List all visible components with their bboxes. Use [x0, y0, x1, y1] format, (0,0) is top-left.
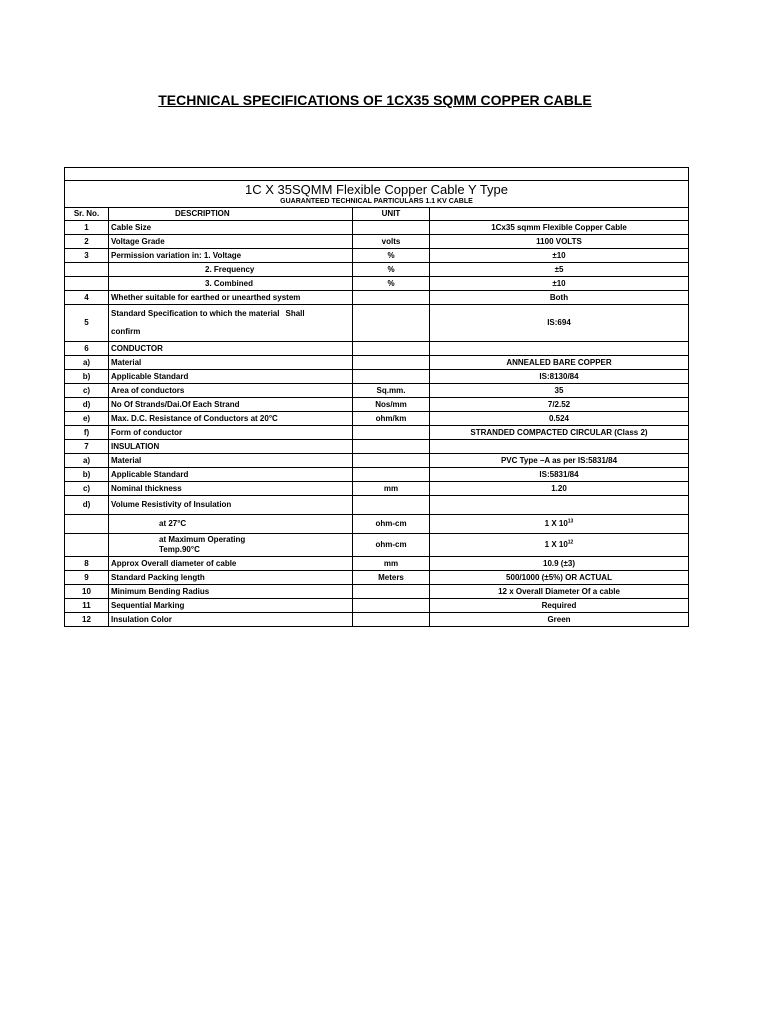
row-unit: % [353, 277, 430, 291]
row-value: ±10 [430, 249, 689, 263]
table-row [65, 599, 689, 613]
row-description: Applicable Standard [109, 468, 353, 482]
row-srno: 11 [65, 599, 109, 613]
row-value: 1.20 [430, 482, 689, 496]
row-value: 500/1000 (±5%) OR ACTUAL [430, 571, 689, 585]
row-unit: volts [353, 235, 430, 249]
row-description: Applicable Standard [109, 370, 353, 384]
row-srno: c) [65, 384, 109, 398]
row-srno: 12 [65, 613, 109, 627]
row-description: Material [109, 454, 353, 468]
table-row [65, 454, 689, 468]
table-row [65, 468, 689, 482]
row-description: Whether suitable for earthed or unearthed system [109, 291, 353, 305]
row-srno: e) [65, 412, 109, 426]
row-srno: a) [65, 454, 109, 468]
row-description-line1 [111, 309, 350, 319]
row-description: Max. D.C. Resistance of Conductors at 20°C [109, 412, 353, 426]
table-row [65, 342, 689, 356]
table-row [65, 277, 689, 291]
table-heading-cell [65, 181, 689, 208]
table-row [65, 370, 689, 384]
row-value: PVC Type –A as per IS:5831/84 [430, 454, 689, 468]
row-srno: 10 [65, 585, 109, 599]
row-unit: ohm/km [353, 412, 430, 426]
row-srno: 5 [65, 305, 109, 342]
row-description: Voltage Grade [109, 235, 353, 249]
row-value: IS:694 [430, 305, 689, 342]
row-unit [353, 221, 430, 235]
row-description: Material [109, 356, 353, 370]
table-row [65, 482, 689, 496]
table-row [65, 571, 689, 585]
table-heading: 1C X 35SQMM Flexible Copper Cable Y Type [244, 182, 509, 197]
row-description: Area of conductors [109, 384, 353, 398]
table-row [65, 398, 689, 412]
row-value: Both [430, 291, 689, 305]
row-srno: d) [65, 496, 109, 515]
table-row [65, 235, 689, 249]
row-unit [353, 426, 430, 440]
row-unit [353, 305, 430, 342]
table-row [65, 496, 689, 515]
table-row [65, 585, 689, 599]
row-unit [353, 440, 430, 454]
row-description [109, 534, 353, 557]
table-row [65, 356, 689, 370]
table-row [65, 440, 689, 454]
row-value: 0.524 [430, 412, 689, 426]
table-row [65, 534, 689, 557]
row-srno: f) [65, 426, 109, 440]
row-srno [65, 515, 109, 534]
row-unit: Nos/mm [353, 398, 430, 412]
row-description-text: Standard Specification to which the material [111, 309, 280, 318]
row-srno: b) [65, 370, 109, 384]
spec-table [64, 167, 689, 627]
row-description: No Of Strands/Dai.Of Each Strand [109, 398, 353, 412]
row-value-exponent: 12 [567, 539, 574, 546]
row-srno: a) [65, 356, 109, 370]
row-description-line2: confirm [111, 327, 141, 336]
row-unit: % [353, 249, 430, 263]
row-value [430, 534, 689, 557]
row-description: Sequential Marking [109, 599, 353, 613]
row-value-base: 1 X 10 [544, 519, 568, 528]
row-unit: mm [353, 557, 430, 571]
row-unit [353, 585, 430, 599]
row-value: ±10 [430, 277, 689, 291]
row-unit [353, 370, 430, 384]
row-value [430, 496, 689, 515]
row-unit [353, 613, 430, 627]
row-value: 1100 VOLTS [430, 235, 689, 249]
row-value-exponent: 13 [567, 518, 574, 525]
row-description-line2: Temp.90°C [159, 545, 200, 554]
column-header-row [65, 208, 689, 221]
row-value [430, 342, 689, 356]
row-description: Permission variation in: 1. Voltage [109, 249, 353, 263]
row-unit [353, 291, 430, 305]
row-description: CONDUCTOR [109, 342, 353, 356]
row-unit: % [353, 263, 430, 277]
row-description: 2. Frequency [109, 263, 353, 277]
row-unit: Sq.mm. [353, 384, 430, 398]
column-header-unit: UNIT [353, 208, 430, 221]
table-row [65, 426, 689, 440]
row-description: Insulation Color [109, 613, 353, 627]
row-description: Form of conductor [109, 426, 353, 440]
row-description-line1: at Maximum Operating [159, 535, 246, 544]
row-value: IS:5831/84 [430, 468, 689, 482]
row-srno: 7 [65, 440, 109, 454]
row-unit: ohm-cm [353, 534, 430, 557]
column-header-description: DESCRIPTION [109, 208, 353, 221]
row-srno: d) [65, 398, 109, 412]
table-row [65, 412, 689, 426]
row-value: STRANDED COMPACTED CIRCULAR (Class 2) [430, 426, 689, 440]
row-unit [353, 496, 430, 515]
table-row [65, 263, 689, 277]
row-description: Standard Packing length [109, 571, 353, 585]
blank-row [65, 168, 689, 181]
table-row [65, 613, 689, 627]
row-srno: 2 [65, 235, 109, 249]
row-unit [353, 356, 430, 370]
table-subheading: GUARANTEED TECHNICAL PARTICULARS 1.1 KV CABLE [280, 198, 473, 205]
row-value: ANNEALED BARE COPPER [430, 356, 689, 370]
row-value: 35 [430, 384, 689, 398]
row-description: Cable Size [109, 221, 353, 235]
row-value: Green [430, 613, 689, 627]
row-description: Minimum Bending Radius [109, 585, 353, 599]
row-unit [353, 342, 430, 356]
row-value: IS:8130/84 [430, 370, 689, 384]
row-description: INSULATION [109, 440, 353, 454]
row-srno [65, 277, 109, 291]
row-value-base: 1 X 10 [544, 540, 568, 549]
row-value: 1Cx35 sqmm Flexible Copper Cable [430, 221, 689, 235]
row-srno: 3 [65, 249, 109, 263]
row-value [430, 440, 689, 454]
table-row [65, 384, 689, 398]
table-row [65, 515, 689, 534]
row-srno: 4 [65, 291, 109, 305]
table-row [65, 249, 689, 263]
row-srno [65, 534, 109, 557]
row-srno: 6 [65, 342, 109, 356]
row-description-shall: Shall [285, 309, 305, 318]
column-header-value [430, 208, 689, 221]
row-value [430, 515, 689, 534]
row-value: ±5 [430, 263, 689, 277]
row-description: Volume Resistivity of Insulation [109, 496, 353, 515]
document-title: TECHNICAL SPECIFICATIONS OF 1CX35 SQMM COPPER CABLE [158, 92, 592, 108]
row-unit [353, 599, 430, 613]
row-value: 12 x Overall Diameter Of a cable [430, 585, 689, 599]
row-value: Required [430, 599, 689, 613]
row-unit: Meters [353, 571, 430, 585]
column-header-srno: Sr. No. [65, 208, 109, 221]
table-row [65, 221, 689, 235]
row-unit [353, 454, 430, 468]
table-row [65, 305, 689, 342]
row-description: Approx Overall diameter of cable [109, 557, 353, 571]
table-row [65, 557, 689, 571]
row-value: 10.9 (±3) [430, 557, 689, 571]
row-srno: 1 [65, 221, 109, 235]
row-value: 7/2.52 [430, 398, 689, 412]
row-description: at 27°C [109, 515, 353, 534]
row-description: Nominal thickness [109, 482, 353, 496]
row-srno: c) [65, 482, 109, 496]
row-unit: mm [353, 482, 430, 496]
row-srno: 9 [65, 571, 109, 585]
row-description: 3. Combined [109, 277, 353, 291]
row-srno: 8 [65, 557, 109, 571]
row-unit: ohm-cm [353, 515, 430, 534]
table-heading-row [65, 181, 689, 208]
row-srno: b) [65, 468, 109, 482]
row-unit [353, 468, 430, 482]
row-srno [65, 263, 109, 277]
table-row [65, 291, 689, 305]
row-description [109, 305, 353, 342]
